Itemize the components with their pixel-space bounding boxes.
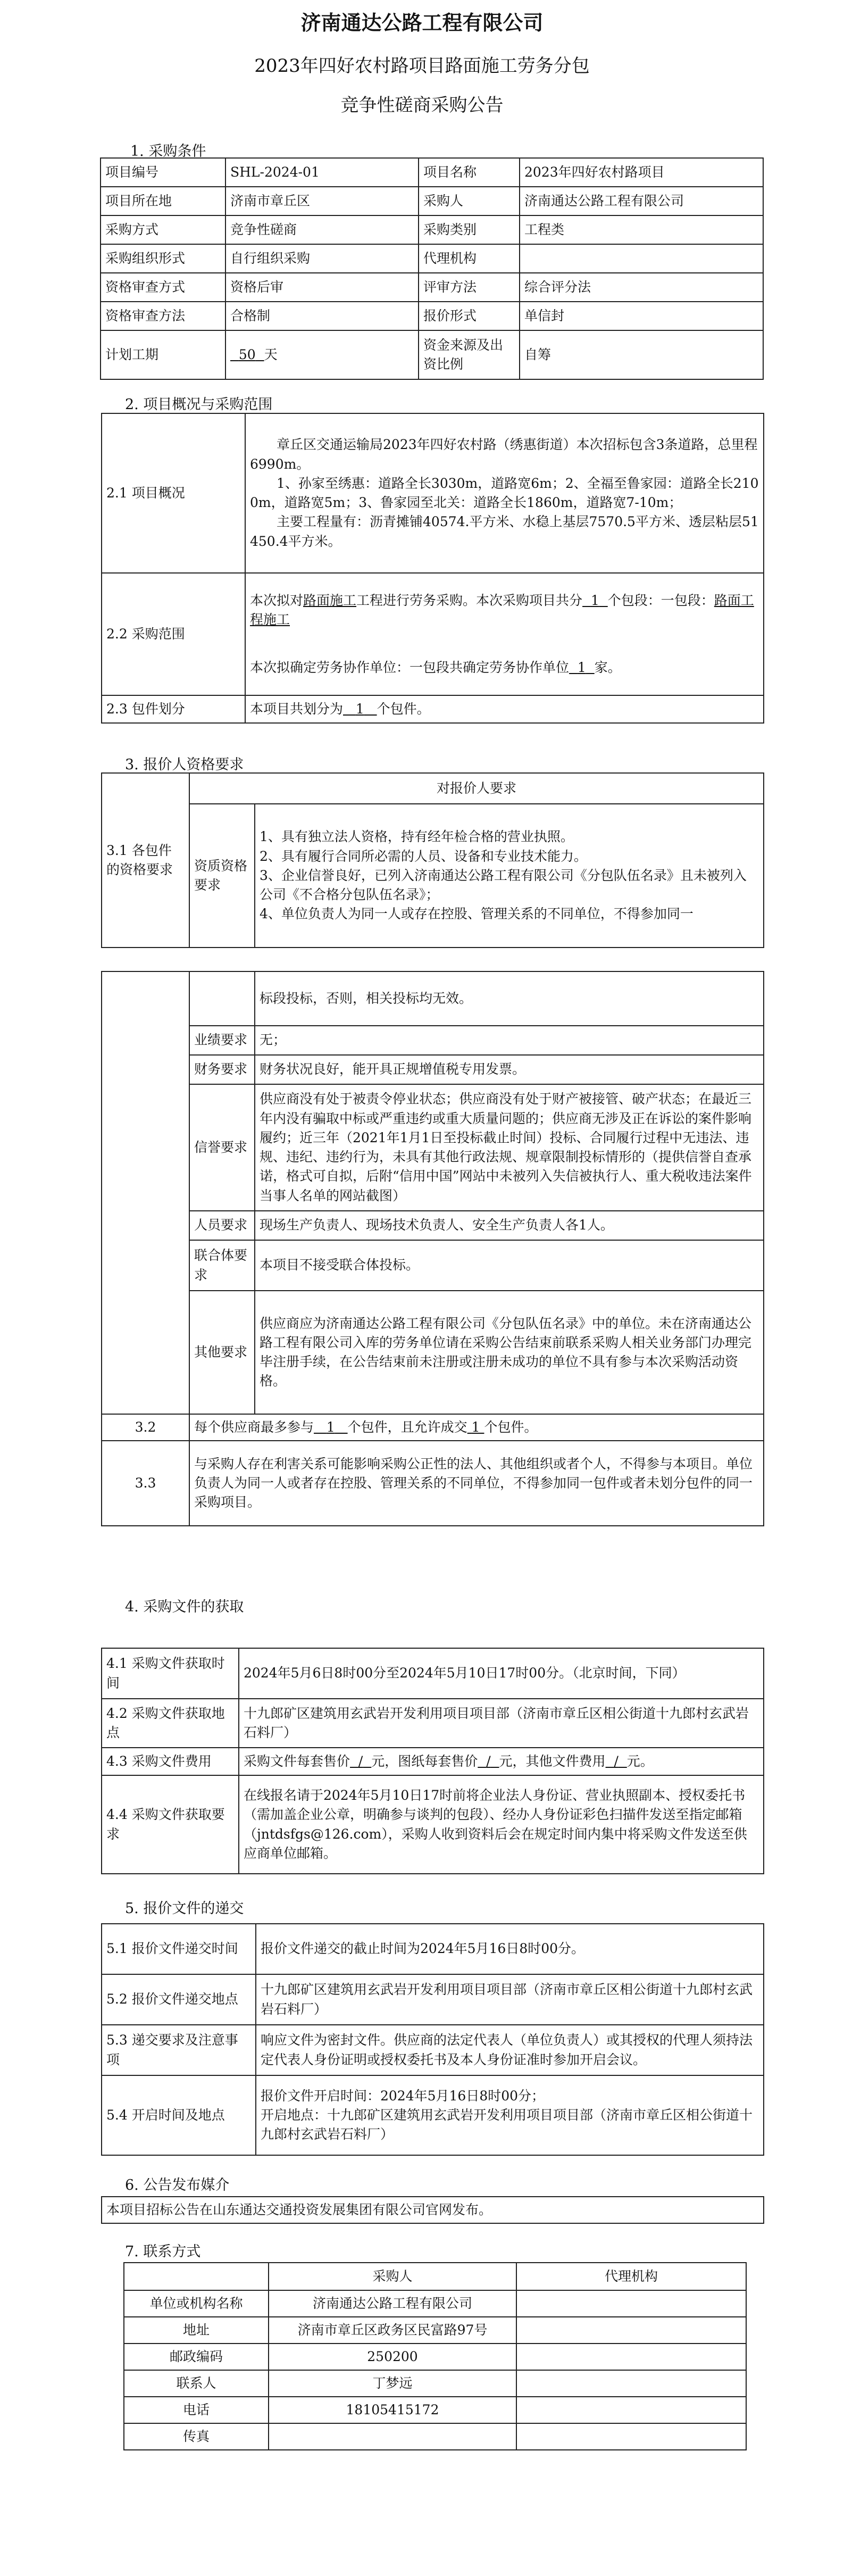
section-3-title: 3. 报价人资格要求 (125, 757, 244, 773)
row-4-3 (102, 1748, 764, 1775)
xy-value: 供应商没有处于被责令停业状态；供应商没有处于财产被接管、破产状态；在最近三年内没有骗取中标或严重违约或重大质量问题的；供应商无涉及正在诉讼的案件影响履约；近三年（2021年1月1日至投标截止时间）投标、合同履行过程中无违法、违规、违纪、违约行为，未具有其他行政法规、规章限制投标情形的（提供信誉自查承诺，格式可自拟，后附“信用中国”网站中未被列入失信被执行人、重大税收违法案件当事人名单的网站截图） (255, 1084, 764, 1211)
scope-value (245, 573, 764, 695)
conditions-value: 单信封 (520, 302, 763, 330)
project-overview-table (101, 413, 764, 724)
label-5-4: 5.4 开启时间及地点 (102, 2075, 256, 2155)
qualification-label: 3.1 各包件的资格要求 (102, 773, 189, 948)
row-3-2 (102, 1414, 764, 1441)
section-6-title: 6. 公告发布媒介 (125, 2177, 230, 2193)
ry-value: 现场生产负责人、现场技术负责人、安全生产负责人各1人。 (255, 1211, 764, 1240)
contact-table (123, 2262, 747, 2450)
row-5-2 (102, 1974, 764, 2025)
document-title: 竞争性磋商采购公告 (340, 95, 504, 116)
contact-row (124, 2344, 746, 2370)
contact-header-row (124, 2263, 746, 2290)
lh-value: 本项目不接受联合体投标。 (255, 1240, 764, 1291)
contact-buyer-value: 济南通达公路工程有限公司 (269, 2290, 516, 2317)
conditions-label: 采购人 (419, 187, 520, 215)
scope-line-2: 本次拟确定劳务协作单位：一包段共确定劳务协作单位 1 家。 (250, 660, 621, 676)
conditions-value: 自行组织采购 (225, 244, 419, 273)
scope-line-1: 本次拟对路面施工工程进行劳务采购。本次采购项目共分 1 个包段：一包段：路面工程施工 (250, 592, 754, 627)
conditions-value: 济南市章丘区 (225, 187, 419, 215)
cw-value: 财务状况良好，能开具正规增值税专用发票。 (255, 1055, 764, 1084)
label-3-3: 3.3 (102, 1441, 189, 1526)
conditions-label: 采购方式 (101, 215, 225, 244)
cw-label: 财务要求 (189, 1055, 255, 1084)
contact-agent-value (516, 2290, 746, 2317)
label-4-1: 4.1 采购文件获取时间 (102, 1648, 239, 1699)
section-1-title: 1. 采购条件 (130, 143, 206, 160)
contact-row (124, 2397, 746, 2423)
value-5-4 (256, 2075, 764, 2155)
conditions-label: 项目编号 (101, 158, 225, 187)
package-row (102, 695, 764, 723)
value-5-2: 十九郎矿区建筑用玄武岩开发利用项目项目部（济南市章丘区相公街道十九郎村玄武岩石料厂） (256, 1974, 764, 2025)
zz-cont-label (189, 971, 255, 1026)
contact-buyer-value (269, 2423, 516, 2450)
contact-buyer-value: 济南市章丘区政务区民富路97号 (269, 2317, 516, 2344)
yj-value: 无； (255, 1026, 764, 1055)
conditions-row (101, 215, 763, 244)
conditions-value: 工程类 (520, 215, 763, 244)
contact-label: 地址 (124, 2317, 269, 2344)
contact-agent-value (516, 2370, 746, 2397)
zz-cont-row (102, 971, 764, 1026)
duration-value: 50 天 (225, 330, 419, 379)
project-title: 2023年四好农村路项目路面施工劳务分包 (254, 55, 590, 77)
contact-agent-value (516, 2344, 746, 2370)
open-place: 开启地点：十九郎矿区建筑用玄武岩开发利用项目项目部（济南市章丘区相公街道十九郎村玄武岩石料厂） (261, 2107, 753, 2142)
contact-header-agent: 代理机构 (516, 2263, 746, 2290)
overview-row (102, 413, 764, 573)
label-5-1: 5.1 报价文件递交时间 (102, 1924, 256, 1974)
conditions-value: 综合评分法 (520, 273, 763, 302)
company-title: 济南通达公路工程有限公司 (300, 11, 544, 35)
conditions-label: 资格审查方法 (101, 302, 225, 330)
media-value: 本项目招标公告在山东通达交通投资发展集团有限公司官网发布。 (102, 2197, 764, 2223)
conditions-value: 合格制 (225, 302, 419, 330)
zz-item-3: 3、企业信誉良好，已列入济南通达公路工程有限公司《分包队伍名录》且未被列入公司《不合格分包队伍名录》； (260, 867, 747, 903)
row-4-1 (102, 1648, 764, 1699)
section-2-title: 2. 项目概况与采购范围 (125, 396, 273, 413)
row-5-3 (102, 2025, 764, 2075)
media-row (102, 2197, 764, 2223)
contact-row (124, 2423, 746, 2450)
label-3-2: 3.2 (102, 1414, 189, 1441)
contact-label: 邮政编码 (124, 2344, 269, 2370)
qualification-zz-row (102, 804, 764, 948)
contact-row (124, 2317, 746, 2344)
contact-label: 单位或机构名称 (124, 2290, 269, 2317)
yj-label: 业绩要求 (189, 1026, 255, 1055)
row-4-2 (102, 1699, 764, 1748)
value-3-2: 每个供应商最多参与 1 个包件，且允许成交 1 个包件。 (189, 1414, 764, 1441)
qt-label: 其他要求 (189, 1291, 255, 1414)
conditions-value: SHL-2024-01 (225, 158, 419, 187)
contact-agent-value (516, 2397, 746, 2423)
label-4-2: 4.2 采购文件获取地点 (102, 1699, 239, 1748)
qualification-label-cont (102, 971, 189, 1414)
xy-label: 信誉要求 (189, 1084, 255, 1211)
conditions-label: 计划工期 (101, 330, 225, 379)
conditions-label: 采购类别 (419, 215, 520, 244)
scope-row (102, 573, 764, 695)
value-5-1: 报价文件递交的截止时间为2024年5月16日8时00分。 (256, 1924, 764, 1974)
conditions-value (520, 244, 763, 273)
contact-header-empty (124, 2263, 269, 2290)
zz-label: 资质资格要求 (189, 804, 255, 948)
package-value: 本项目共划分为 1 个包件。 (245, 695, 764, 723)
scope-label: 2.2 采购范围 (102, 573, 245, 695)
media-table (101, 2196, 764, 2224)
xy-row (102, 1084, 764, 1211)
conditions-row (101, 187, 763, 215)
zz-value (255, 804, 764, 948)
conditions-value: 济南通达公路工程有限公司 (520, 187, 763, 215)
conditions-label: 采购组织形式 (101, 244, 225, 273)
conditions-value: 资格后审 (225, 273, 419, 302)
yj-row (102, 1026, 764, 1055)
qt-row (102, 1291, 764, 1414)
value-4-2: 十九郎矿区建筑用玄武岩开发利用项目项目部（济南市章丘区相公街道十九郎村玄武岩石料厂） (239, 1699, 764, 1748)
label-4-4: 4.4 采购文件获取要求 (102, 1775, 239, 1874)
label-5-3: 5.3 递交要求及注意事项 (102, 2025, 256, 2075)
contact-buyer-value: 250200 (269, 2344, 516, 2370)
conditions-label: 报价形式 (419, 302, 520, 330)
conditions-row (101, 244, 763, 273)
zz-item-2: 2、具有履行合同所必需的人员、设备和专业技术能力。 (260, 848, 587, 864)
conditions-row (101, 302, 763, 330)
conditions-label: 项目名称 (419, 158, 520, 187)
lh-row (102, 1240, 764, 1291)
conditions-label: 代理机构 (419, 244, 520, 273)
value-5-3: 响应文件为密封文件。供应商的法定代表人（单位负责人）或其授权的代理人须持法定代表人身份证明或授权委托书及本人身份证准时参加开启会议。 (256, 2025, 764, 2075)
row-5-4 (102, 2075, 764, 2155)
contact-buyer-value: 丁梦远 (269, 2370, 516, 2397)
conditions-label: 资格审查方式 (101, 273, 225, 302)
row-5-1 (102, 1924, 764, 1974)
conditions-label: 项目所在地 (101, 187, 225, 215)
qualification-table-part1 (101, 772, 764, 948)
row-4-4 (102, 1775, 764, 1874)
value-3-3: 与采购人存在利害关系可能影响采购公正性的法人、其他组织或者个人，不得参与本项目。单位负责人为同一人或者存在控股、管理关系的不同单位，不得参加同一包件或者未划分包件的同一采购项目。 (189, 1441, 764, 1526)
overview-p1: 章丘区交通运输局2023年四好农村路（绣惠街道）本次招标包含3条道路，总里程6990m。 (250, 437, 758, 472)
open-time: 报价文件开启时间：2024年5月16日8时00分； (261, 2088, 545, 2104)
ry-row (102, 1211, 764, 1240)
conditions-value: 2023年四好农村路项目 (520, 158, 763, 187)
procurement-conditions-table (100, 157, 764, 380)
zz-cont-value: 标段投标，否则，相关投标均无效。 (255, 971, 764, 1026)
section-5-title: 5. 报价文件的递交 (125, 1900, 244, 1917)
value-4-4: 在线报名请于2024年5月10日17时前将企业法人身份证、营业执照副本、授权委托书（需加盖企业公章，明确参与谈判的包段）、经办人身份证彩色扫描件发送至指定邮箱（jntdsfgs@126.com），采购人收到资料后会在规定时间内集中将采购文件发送至供应商单位邮箱。 (239, 1775, 764, 1874)
label-5-2: 5.2 报价文件递交地点 (102, 1974, 256, 2025)
qualification-table-part2 (101, 971, 764, 1526)
conditions-label: 资金来源及出资比例 (419, 330, 520, 379)
conditions-row (101, 158, 763, 187)
overview-p3: 主要工程量有：沥青摊铺40574.平方米、水稳上基层7570.5平方米、透层粘层51450.4平方米。 (250, 514, 759, 549)
cw-row (102, 1055, 764, 1084)
section-4-title: 4. 采购文件的获取 (125, 1599, 244, 1615)
ry-label: 人员要求 (189, 1211, 255, 1240)
row-3-3 (102, 1441, 764, 1526)
section-7-title: 7. 联系方式 (125, 2243, 201, 2260)
label-4-3: 4.3 采购文件费用 (102, 1748, 239, 1775)
conditions-row (101, 330, 763, 379)
value-4-1: 2024年5月6日8时00分至2024年5月10日17时00分。（北京时间，下同） (239, 1648, 764, 1699)
value-4-3: 采购文件每套售价 / 元，图纸每套售价 / 元，其他文件费用 / 元。 (239, 1748, 764, 1775)
contact-agent-value (516, 2423, 746, 2450)
contact-label: 电话 (124, 2397, 269, 2423)
conditions-label: 评审方法 (419, 273, 520, 302)
qualification-header: 对报价人要求 (189, 773, 764, 804)
documents-table (101, 1648, 764, 1874)
qt-value: 供应商应为济南通达公路工程有限公司《分包队伍名录》中的单位。未在济南通达公路工程有限公司入库的劳务单位请在采购公告结束前联系采购人相关业务部门办理完毕注册手续，在公告结束前未注册或注册未成功的单位不具有参与本次采购活动资格。 (255, 1291, 764, 1414)
contact-header-buyer: 采购人 (269, 2263, 516, 2290)
overview-value (245, 413, 764, 573)
contact-buyer-value: 18105415172 (269, 2397, 516, 2423)
contact-row (124, 2290, 746, 2317)
qualification-header-row (102, 773, 764, 804)
submission-table (101, 1923, 764, 2156)
conditions-value: 自筹 (520, 330, 763, 379)
overview-p2: 1、孙家至绣惠：道路全长3030m，道路宽6m；2、全福至鲁家园：道路全长2100m，道路宽5m；3、鲁家园至北关：道路全长1860m，道路宽7-10m； (250, 475, 759, 510)
zz-item-4: 4、单位负责人为同一人或存在控股、管理关系的不同单位，不得参加同一 (260, 906, 693, 922)
overview-label: 2.1 项目概况 (102, 413, 245, 573)
lh-label: 联合体要求 (189, 1240, 255, 1291)
conditions-value: 竞争性磋商 (225, 215, 419, 244)
contact-row (124, 2370, 746, 2397)
contact-agent-value (516, 2317, 746, 2344)
contact-label: 传真 (124, 2423, 269, 2450)
zz-item-1: 1、具有独立法人资格，持有经年检合格的营业执照。 (260, 829, 574, 845)
package-label: 2.3 包件划分 (102, 695, 245, 723)
conditions-row (101, 273, 763, 302)
contact-label: 联系人 (124, 2370, 269, 2397)
